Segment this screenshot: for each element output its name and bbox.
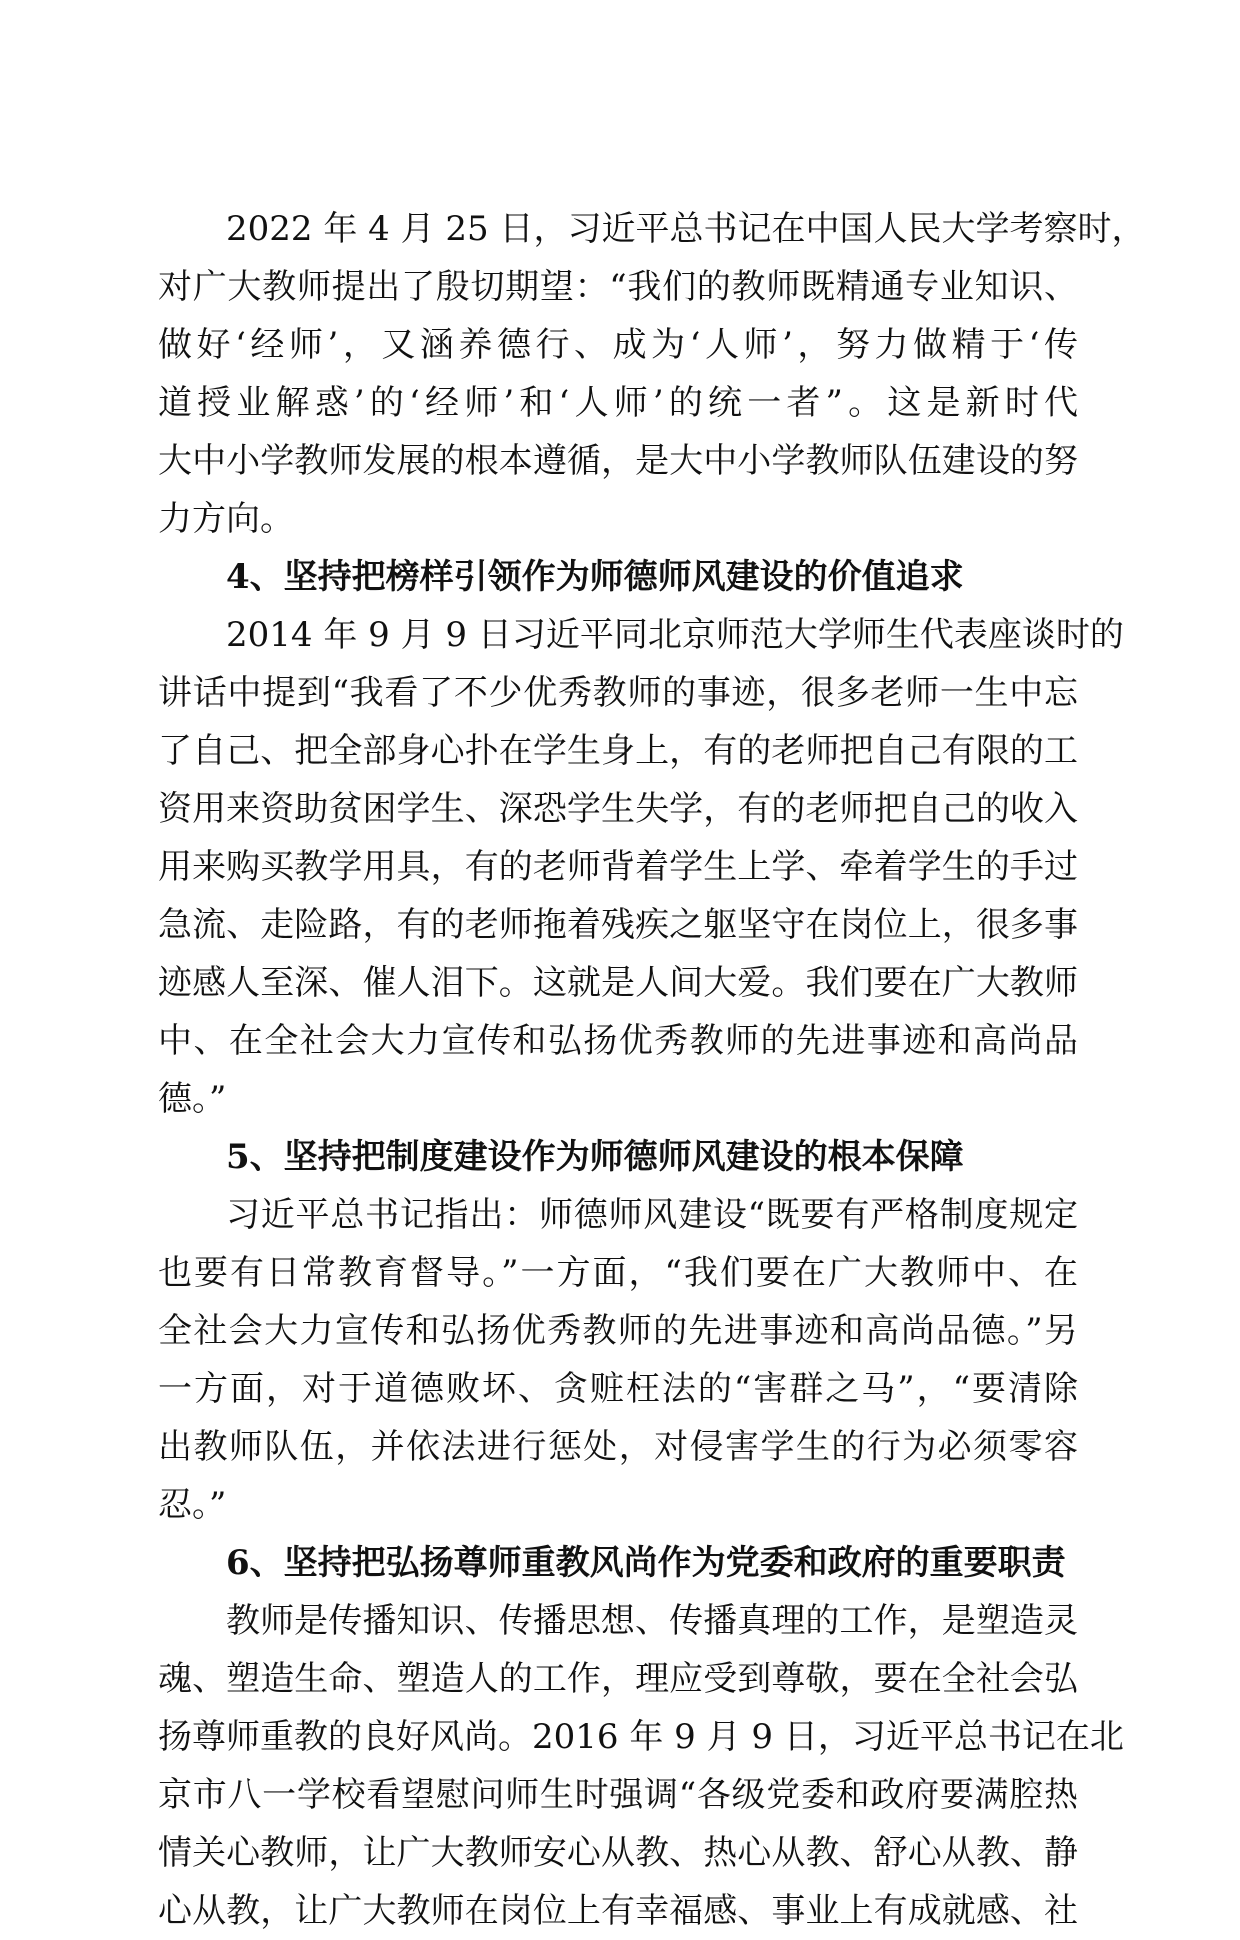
text-line: 道授业解惑’的‘经师’和‘人师’的统一者”。这是新时代 bbox=[158, 383, 1078, 423]
paragraph-4 bbox=[158, 1592, 1124, 1940]
text-line: 魂、塑造生命、塑造人的工作，理应受到尊敬，要在全社会弘 bbox=[158, 1659, 1078, 1699]
text-line: 2014 年 9 月 9 日习近平同北京师范大学师生代表座谈时的 bbox=[226, 615, 1124, 655]
text-line: 也要有日常教育督导。”一方面，“我们要在广大教师中、在 bbox=[158, 1253, 1078, 1293]
paragraph-1 bbox=[158, 200, 1146, 548]
text-line: 教师是传播知识、传播思想、传播真理的工作，是塑造灵 bbox=[226, 1601, 1078, 1641]
paragraph-3 bbox=[158, 1186, 1078, 1534]
text-line: 讲话中提到“我看了不少优秀教师的事迹，很多老师一生中忘 bbox=[158, 673, 1078, 713]
text-line: 德。” bbox=[158, 1079, 227, 1119]
document-page bbox=[158, 200, 1146, 1940]
text-line: 心从教，让广大教师在岗位上有幸福感、事业上有成就感、社 bbox=[158, 1891, 1078, 1931]
text-line: 用来购买教学用具，有的老师背着学生上学、牵着学生的手过 bbox=[158, 847, 1078, 887]
text-line: 大中小学教师发展的根本遵循，是大中小学教师队伍建设的努 bbox=[158, 441, 1078, 481]
text-line: 力方向。 bbox=[158, 499, 294, 539]
text-line: 习近平总书记指出：师德师风建设“既要有严格制度规定 bbox=[226, 1195, 1078, 1235]
text-line: 2022 年 4 月 25 日，习近平总书记在中国人民大学考察时， bbox=[226, 209, 1146, 249]
text-line: 资用来资助贫困学生、深恐学生失学，有的老师把自己的收入 bbox=[158, 789, 1078, 829]
text-line: 对广大教师提出了殷切期望：“我们的教师既精通专业知识、 bbox=[158, 267, 1078, 307]
text-line: 了自己、把全部身心扑在学生身上，有的老师把自己有限的工 bbox=[158, 731, 1078, 771]
text-line: 出教师队伍，并依法进行惩处，对侵害学生的行为必须零容 bbox=[158, 1427, 1078, 1467]
section-heading-4: 4、坚持把榜样引领作为师德师风建设的价值追求 bbox=[226, 557, 964, 597]
text-line: 全社会大力宣传和弘扬优秀教师的先进事迹和高尚品德。”另 bbox=[158, 1311, 1078, 1351]
paragraph-2 bbox=[158, 606, 1124, 1128]
text-line: 中、在全社会大力宣传和弘扬优秀教师的先进事迹和高尚品 bbox=[158, 1021, 1078, 1061]
section-heading-6: 6、坚持把弘扬尊师重教风尚作为党委和政府的重要职责 bbox=[226, 1543, 1066, 1583]
text-line: 一方面，对于道德败坏、贪赃枉法的“害群之马”，“要清除 bbox=[158, 1369, 1078, 1409]
text-line: 做好‘经师’，又涵养德行、成为‘人师’，努力做精于‘传 bbox=[158, 325, 1078, 365]
text-line: 情关心教师，让广大教师安心从教、热心从教、舒心从教、静 bbox=[158, 1833, 1078, 1873]
text-line: 京市八一学校看望慰问师生时强调“各级党委和政府要满腔热 bbox=[158, 1775, 1078, 1815]
text-line: 扬尊师重教的良好风尚。2016 年 9 月 9 日，习近平总书记在北 bbox=[158, 1717, 1124, 1757]
text-line: 忍。” bbox=[158, 1485, 227, 1525]
text-line: 迹感人至深、催人泪下。这就是人间大爱。我们要在广大教师 bbox=[158, 963, 1078, 1003]
section-heading-5: 5、坚持把制度建设作为师德师风建设的根本保障 bbox=[226, 1137, 964, 1177]
text-line: 急流、走险路，有的老师拖着残疾之躯坚守在岗位上，很多事 bbox=[158, 905, 1078, 945]
